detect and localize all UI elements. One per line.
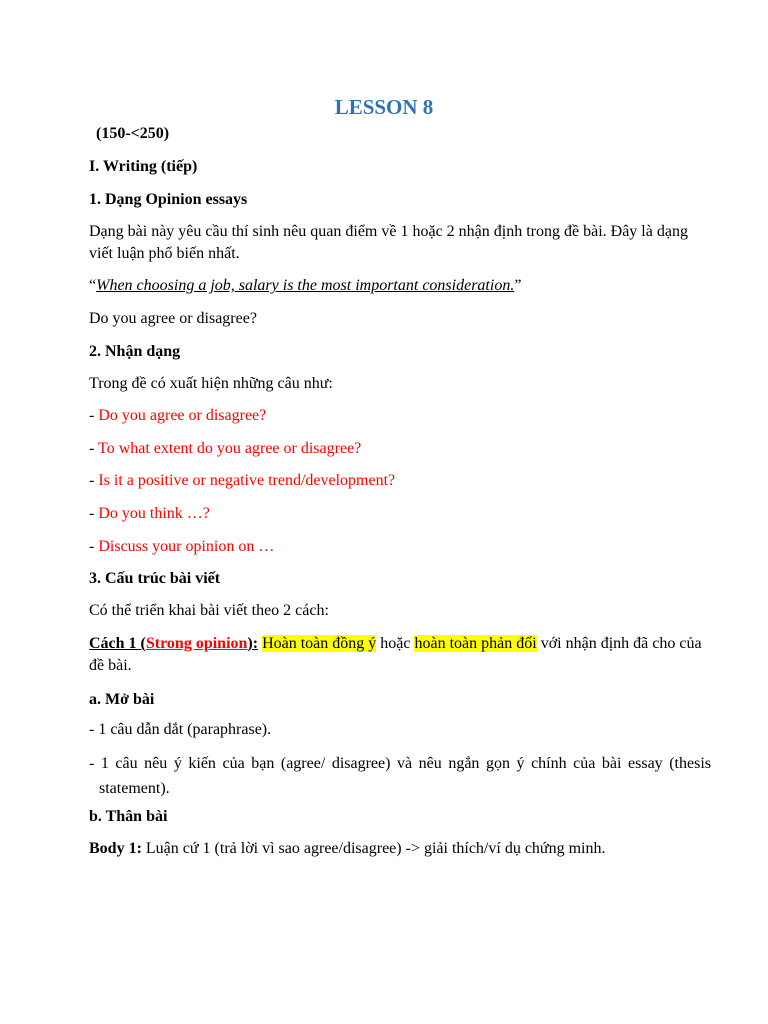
example-question: Do you agree or disagree? [89, 310, 257, 327]
highlight-agree: Hoàn toàn đồng ý [262, 635, 377, 652]
method-1-label-emphasis: Strong opinion [145, 635, 248, 652]
recognition-intro: Trong đề có xuất hiện những câu như: [89, 375, 333, 392]
heading-structure: 3. Cấu trúc bài viết [89, 570, 221, 587]
intro-paragraph: Dạng bài này yêu cầu thí sinh nêu quan điểm về 1 hoặc 2 nhận định trong đề bài. Đây là dạng viết luận phổ biến nhất. [89, 223, 688, 262]
list-item: - To what extent do you agree or disagree? [89, 440, 362, 457]
list-item: - Do you think …? [89, 505, 210, 522]
highlight-disagree: hoàn toàn phản đối [414, 635, 537, 652]
sub-heading-body: b. Thân bài [89, 808, 168, 825]
method-1-label-end: ): [247, 635, 259, 652]
list-item: - Is it a positive or negative trend/development? [89, 472, 396, 489]
list-item: - 1 câu dẫn dắt (paraphrase). [89, 721, 272, 738]
example-prompt [89, 275, 711, 297]
word-range: (150-<250) [96, 125, 170, 142]
sub-heading-introduction: a. Mở bài [89, 691, 155, 708]
example-prompt-text: When choosing a job, salary is the most important consideration. [96, 277, 515, 294]
body-1-label: Body 1: [89, 840, 142, 857]
section-heading-writing: I. Writing (tiếp) [89, 158, 198, 175]
structure-intro: Có thể triển khai bài viết theo 2 cách: [89, 602, 329, 619]
method-1-paragraph: Cách 1 (Strong opinion): Hoàn toàn đồng ý hoặc hoàn toàn phản đối với nhận định đã cho của đề bài. [89, 635, 702, 674]
open-quote: “ [89, 277, 97, 294]
method-1-label-start: Cách 1 ( [89, 635, 146, 652]
list-item: - Discuss your opinion on … [89, 538, 275, 555]
close-quote: ” [514, 277, 522, 294]
body-1-line [89, 838, 711, 860]
body-1-text: Luận cứ 1 (trả lời vì sao agree/disagree) -> giải thích/ví dụ chứng minh. [141, 840, 606, 857]
heading-opinion-essays: 1. Dạng Opinion essays [89, 191, 248, 208]
list-item: - 1 câu nêu ý kiến của bạn (agree/ disagree) và nêu ngắn gọn ý chính của bài essay (thesis statement). [89, 755, 711, 797]
lesson-title: LESSON 8 [334, 95, 434, 119]
heading-recognition: 2. Nhận dạng [89, 343, 181, 360]
list-item: - Do you agree or disagree? [89, 407, 267, 424]
